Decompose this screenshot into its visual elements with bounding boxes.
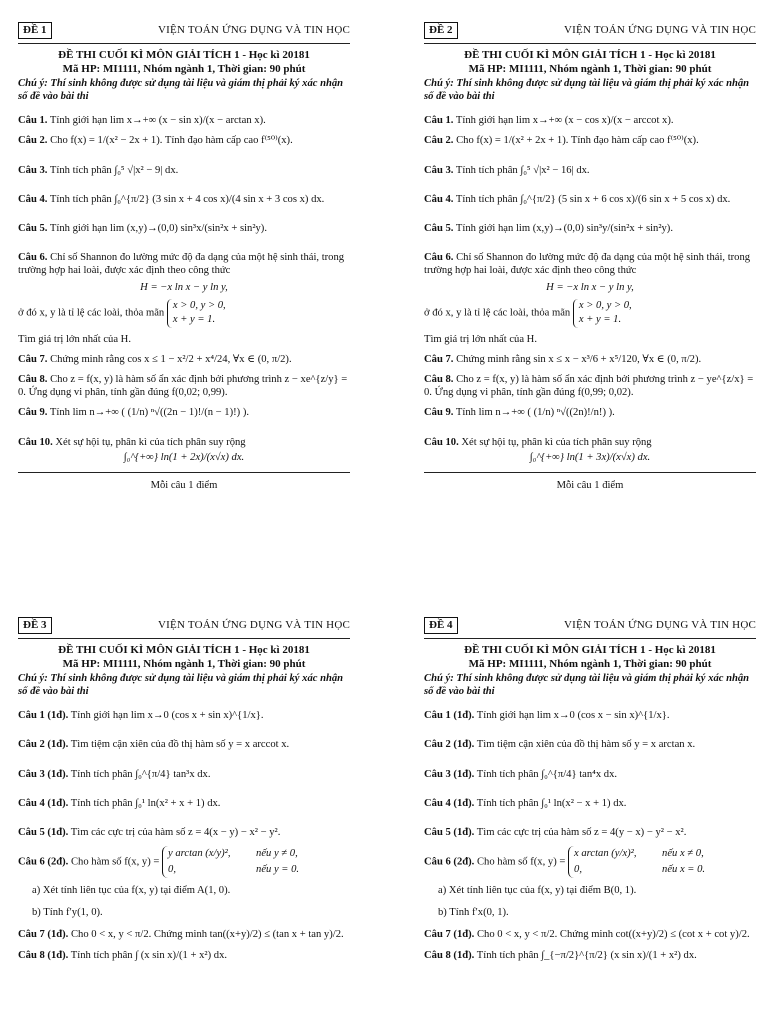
question: Câu 9. Tính lim n→+∞ ( (1/n) ⁿ√((2n)!/n!) ). [424, 407, 615, 419]
condition-system: x > 0, y > 0, x + y = 1. [167, 299, 226, 328]
condition-system: x > 0, y > 0, x + y = 1. [573, 299, 632, 328]
question: Câu 3 (1đ). Tính tích phân ∫₀^{π/4} tan³x dx. [18, 768, 211, 780]
condition-line: ở đó x, y là tỉ lệ các loài, thỏa mãn x > 0, y > 0, x + y = 1. [18, 299, 350, 328]
find-text: Tìm giá trị lớn nhất của H. [424, 333, 537, 345]
question: Câu 7 (1đ). Cho 0 < x, y < π/2. Chứng minh cot((x+y)/2) ≤ (cot x + cot y)/2. [424, 929, 750, 941]
question: Câu 6 (2đ). Cho hàm số f(x, y) = y arctan (x/y)², nếu y ≠ 0, 0, nếu y = 0. a) Xét tính liên tục của f(x, y) tại điểm A(1, 0). b) Tính f′y(1, 0). [18, 846, 350, 919]
exam-header [424, 22, 756, 44]
question: Câu 3. Tính tích phân ∫₀⁵ √|x² − 16| dx. [424, 164, 590, 176]
exam-2 [424, 22, 756, 492]
exam-3 [18, 617, 350, 969]
question: Câu 5 (1đ). Tìm các cực trị của hàm số z = 4(x − y) − x² − y². [18, 826, 281, 838]
question: Câu 8. Cho z = f(x, y) là hàm số ẩn xác định bởi phương trình z − ye^{z/x} = 0. Ứng dụng vi phân, tính gần đúng f(0,99; 0,02). [424, 373, 756, 399]
question: Câu 2. Cho f(x) = 1/(x² − 2x + 1). Tính đạo hàm cấp cao f⁽⁵⁰⁾(x). [18, 135, 293, 147]
institute-name: VIỆN TOÁN ỨNG DỤNG VÀ TIN HỌC [158, 618, 350, 631]
question: Câu 1 (1đ). Tính giới hạn lim x→0 (cos x + sin x)^{1/x}. [18, 710, 264, 722]
exam-4 [424, 617, 756, 969]
piecewise-function: y arctan (x/y)², nếu y ≠ 0, 0, nếu y = 0. [162, 846, 299, 878]
exam-meta: Mã HP: MI1111, Nhóm ngành 1, Thời gian: 90 phút [62, 62, 306, 75]
question: Câu 4 (1đ). Tính tích phân ∫₀¹ ln(x² + x + 1) dx. [18, 797, 221, 809]
exam-title: ĐỀ THI CUỐI KÌ MÔN GIẢI TÍCH 1 - Học kì 20181 [58, 644, 310, 656]
question: Câu 4. Tính tích phân ∫₀^{π/2} (5 sin x + 6 cos x)/(6 sin x + 5 cos x) dx. [424, 193, 731, 205]
exam-title: ĐỀ THI CUỐI KÌ MÔN GIẢI TÍCH 1 - Học kì 20181 [464, 644, 716, 656]
condition-line: ở đó x, y là tỉ lệ các loài, thỏa mãn x > 0, y > 0, x + y = 1. [424, 299, 756, 328]
question: Câu 4. Tính tích phân ∫₀^{π/2} (3 sin x + 4 cos x)/(4 sin x + 3 cos x) dx. [18, 193, 325, 205]
exam-code: ĐỀ 3 [18, 617, 52, 634]
question: Câu 4 (1đ). Tính tích phân ∫₀¹ ln(x² − x + 1) dx. [424, 797, 627, 809]
question: Câu 7. Chứng minh rằng cos x ≤ 1 − x²/2 + x⁴/24, ∀x ∈ (0, π/2). [18, 353, 292, 365]
exam-1 [18, 22, 350, 492]
exam-header [18, 22, 350, 44]
exam-meta: Mã HP: MI1111, Nhóm ngành 1, Thời gian: 90 phút [62, 657, 306, 670]
score-note: Mỗi câu 1 điểm [18, 472, 350, 492]
question: Câu 5. Tính giới hạn lim (x,y)→(0,0) sin³x/(sin²x + sin²y). [18, 222, 267, 234]
question: Câu 8 (1đ). Tính tích phân ∫_{−π/2}^{π/2} (x sin x)/(1 + x²) dx. [424, 949, 697, 961]
exam-meta: Mã HP: MI1111, Nhóm ngành 1, Thời gian: 90 phút [468, 62, 712, 75]
question: Câu 8. Cho z = f(x, y) là hàm số ẩn xác định bởi phương trình z − xe^{z/y} = 0. Ứng dụng vi phân, tính gần đúng f(0,02; 0,99). [18, 373, 350, 399]
question: Câu 1. Tính giới hạn lim x→+∞ (x − cos x)/(x − arccot x). [424, 115, 674, 127]
institute-name: VIỆN TOÁN ỨNG DỤNG VÀ TIN HỌC [564, 23, 756, 36]
question: Câu 6. Chỉ số Shannon đo lường mức độ đa dạng của một hệ sinh thái, trong trường hợp hai loài, được xác định theo công thức H = −x ln x − y ln y, ở đó x, y là tỉ lệ các loài, thỏa mãn x > 0, y > 0, x + y = 1. Tìm giá trị lớn nhất của H. [18, 251, 350, 346]
exam-header [18, 617, 350, 639]
question: Câu 5. Tính giới hạn lim (x,y)→(0,0) sin³y/(sin²x + sin²y). [424, 222, 673, 234]
exam-code: ĐỀ 4 [424, 617, 458, 634]
piecewise-function: x arctan (y/x)², nếu x ≠ 0, 0, nếu x = 0. [568, 846, 705, 878]
question: Câu 9. Tính lim n→+∞ ( (1/n) ⁿ√((2n − 1)!/(n − 1)!) ). [18, 407, 249, 419]
exam-title: ĐỀ THI CUỐI KÌ MÔN GIẢI TÍCH 1 - Học kì 20181 [58, 49, 310, 61]
question: Câu 6. Chỉ số Shannon đo lường mức độ đa dạng của một hệ sinh thái, trong trường hợp hai loài, được xác định theo công thức H = −x ln x − y ln y, ở đó x, y là tỉ lệ các loài, thỏa mãn x > 0, y > 0, x + y = 1. Tìm giá trị lớn nhất của H. [424, 251, 756, 346]
institute-name: VIỆN TOÁN ỨNG DỤNG VÀ TIN HỌC [564, 618, 756, 631]
question: Câu 1. Tính giới hạn lim x→+∞ (x − sin x)/(x − arctan x). [18, 115, 266, 127]
question: Câu 6 (2đ). Cho hàm số f(x, y) = x arctan (y/x)², nếu x ≠ 0, 0, nếu x = 0. a) Xét tính liên tục của f(x, y) tại điểm B(0, 1). b) Tính f′x(0, 1). [424, 846, 756, 919]
exam-header [424, 617, 756, 639]
question: Câu 5 (1đ). Tìm các cực trị của hàm số z = 4(y − x) − y² − x². [424, 826, 687, 838]
question: Câu 3. Tính tích phân ∫₀⁵ √|x² − 9| dx. [18, 164, 179, 176]
score-note: Mỗi câu 1 điểm [424, 472, 756, 492]
question: Câu 8 (1đ). Tính tích phân ∫ (x sin x)/(1 + x²) dx. [18, 949, 228, 961]
find-text: Tìm giá trị lớn nhất của H. [18, 333, 131, 345]
sub-questions: a) Xét tính liên tục của f(x, y) tại điểm A(1, 0). b) Tính f′y(1, 0). [32, 884, 231, 919]
exam-note: Chú ý: Thí sinh không được sử dụng tài liệu và giám thị phải ký xác nhận số đề vào bài thi [18, 77, 344, 103]
sub-questions: a) Xét tính liên tục của f(x, y) tại điểm B(0, 1). b) Tính f′x(0, 1). [438, 884, 637, 919]
question: Câu 1 (1đ). Tính giới hạn lim x→0 (cos x − sin x)^{1/x}. [424, 710, 670, 722]
question: Câu 10. Xét sự hội tụ, phân kì của tích phân suy rộng ∫₀^{+∞} ln(1 + 3x)/(x√x) dx. [424, 436, 756, 464]
question: Câu 3 (1đ). Tính tích phân ∫₀^{π/4} tan⁴x dx. [424, 768, 618, 780]
improper-integral: ∫₀^{+∞} ln(1 + 2x)/(x√x) dx. [123, 451, 245, 463]
improper-integral: ∫₀^{+∞} ln(1 + 3x)/(x√x) dx. [529, 451, 651, 463]
exam-note: Chú ý: Thí sinh không được sử dụng tài liệu và giám thị phải ký xác nhận số đề vào bài thi [424, 77, 750, 103]
institute-name: VIỆN TOÁN ỨNG DỤNG VÀ TIN HỌC [158, 23, 350, 36]
exam-note: Chú ý: Thí sinh không được sử dụng tài liệu và giám thị phải ký xác nhận số đề vào bài thi [18, 672, 344, 698]
exam-note: Chú ý: Thí sinh không được sử dụng tài liệu và giám thị phải ký xác nhận số đề vào bài thi [424, 672, 750, 698]
shannon-formula: H = −x ln x − y ln y, [140, 281, 228, 293]
question: Câu 7 (1đ). Cho 0 < x, y < π/2. Chứng minh tan((x+y)/2) ≤ (tan x + tan y)/2. [18, 929, 344, 941]
shannon-formula: H = −x ln x − y ln y, [546, 281, 634, 293]
question: Câu 2 (1đ). Tìm tiệm cận xiên của đồ thị hàm số y = x arccot x. [18, 739, 290, 751]
question: Câu 2. Cho f(x) = 1/(x² + 2x + 1). Tính đạo hàm cấp cao f⁽⁵⁰⁾(x). [424, 135, 699, 147]
exam-code: ĐỀ 2 [424, 22, 458, 39]
exam-meta: Mã HP: MI1111, Nhóm ngành 1, Thời gian: 90 phút [468, 657, 712, 670]
question: Câu 2 (1đ). Tìm tiệm cận xiên của đồ thị hàm số y = x arctan x. [424, 739, 696, 751]
exam-code: ĐỀ 1 [18, 22, 52, 39]
exam-title: ĐỀ THI CUỐI KÌ MÔN GIẢI TÍCH 1 - Học kì 20181 [464, 49, 716, 61]
question: Câu 10. Xét sự hội tụ, phân kì của tích phân suy rộng ∫₀^{+∞} ln(1 + 2x)/(x√x) dx. [18, 436, 350, 464]
question: Câu 7. Chứng minh rằng sin x ≤ x − x³/6 + x⁵/120, ∀x ∈ (0, π/2). [424, 353, 702, 365]
